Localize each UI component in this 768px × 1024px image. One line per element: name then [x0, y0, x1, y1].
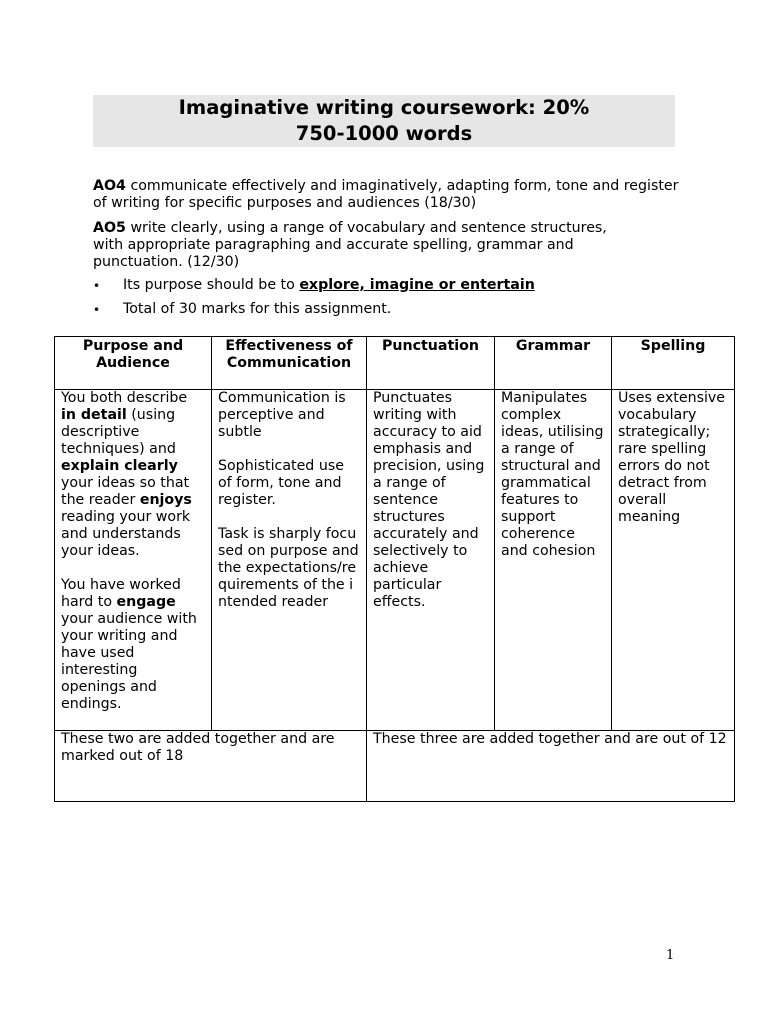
effectiveness-paragraph-1: Communication is perceptive and subtle: [218, 390, 346, 440]
ao5-text: write clearly, using a range of vocabulary and sentence structures, with appropriate paragraphing and accurate spelling, grammar and punctuation. (12/30): [93, 220, 607, 270]
header-spelling: Spelling: [612, 337, 735, 390]
cell-grammar: Manipulates complex ideas, utilising a range of structural and grammatical features to support coherence and cohesion: [495, 390, 612, 731]
table-header-row: [55, 337, 735, 390]
purpose-paragraph-1: [61, 390, 205, 560]
header-purpose-audience: Purpose and Audience: [55, 337, 212, 390]
cell-punctuation: Punctuates writing with accuracy to aid emphasis and precision, using a range of sentence structures accurately and selectively to achieve particular effects.: [367, 390, 495, 731]
bullet-purpose-emphasis: explore, imagine or entertain: [299, 277, 535, 293]
effectiveness-paragraph-2: Sophisticated use of form, tone and register.: [218, 458, 344, 508]
cell-effectiveness: [212, 390, 367, 731]
purpose-p1-text-b: (using descriptive techniques) and: [61, 407, 176, 457]
purpose-p2-text-a: You have worked hard to: [61, 577, 181, 610]
bullet-list: [93, 277, 693, 325]
purpose-paragraph-2: [61, 577, 205, 713]
bullet-total-text: Total of 30 marks for this assignment.: [123, 301, 392, 317]
bullet-purpose-prefix: Its purpose should be to: [123, 277, 300, 293]
table-footer-row: [55, 731, 735, 802]
header-punctuation: Punctuation: [367, 337, 495, 390]
purpose-p2-bold-a: engage: [116, 594, 176, 610]
footer-right-note: These three are added together and are out of 12: [367, 731, 735, 802]
cell-purpose-audience: [55, 390, 212, 731]
ao5-objective: [93, 220, 613, 271]
purpose-p2-text-b: your audience with your writing and have used interesting openings and endings.: [61, 611, 197, 712]
header-grammar: Grammar: [495, 337, 612, 390]
ao5-code: AO5: [93, 220, 126, 236]
title-box: [93, 95, 675, 147]
title-line-1: Imaginative writing coursework: 20%: [178, 96, 590, 119]
purpose-p1-bold-b: explain clearly: [61, 458, 178, 474]
ao4-text: communicate effectively and imaginatively, adapting form, tone and register of writing for specific purposes and audiences (18/30): [93, 178, 679, 211]
purpose-p1-text-d: reading your work and understands your ideas.: [61, 509, 191, 559]
purpose-p1-bold-c: enjoys: [139, 492, 192, 508]
page-number: 1: [666, 948, 675, 963]
cell-spelling: Uses extensive vocabulary strategically; rare spelling errors do not detract from overall meaning: [612, 390, 735, 731]
ao4-objective: [93, 178, 683, 212]
ao4-code: AO4: [93, 178, 126, 194]
marking-rubric-table: [54, 336, 735, 802]
bullet-purpose: [93, 277, 693, 301]
table-criteria-row: [55, 390, 735, 731]
bullet-total: [93, 301, 693, 325]
effectiveness-paragraph-3: Task is sharply focused on purpose and the expectations/requirements of the intended reader: [218, 526, 359, 610]
purpose-p1-text-c: your ideas so that the reader: [61, 475, 190, 508]
title-line-2: 750-1000 words: [295, 122, 473, 145]
purpose-p1-bold-a: in detail: [61, 407, 127, 423]
footer-left-note: These two are added together and are marked out of 18: [55, 731, 367, 802]
header-effectiveness: Effectiveness of Communication: [212, 337, 367, 390]
purpose-p1-text-a: You both describe: [61, 390, 188, 406]
